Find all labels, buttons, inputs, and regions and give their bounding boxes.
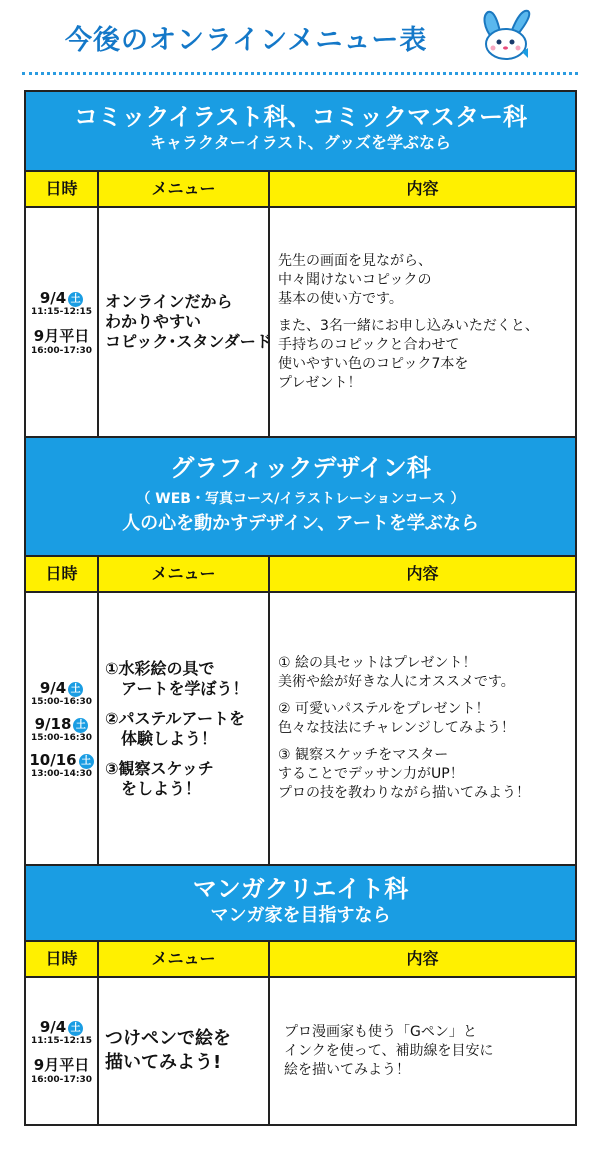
time-label: 11:15-12:15 xyxy=(30,1035,93,1046)
header-menu: メニュー xyxy=(97,942,268,978)
content-paragraph xyxy=(284,1023,567,1080)
section-subtitle: キャラクターイラスト、グッズを学ぶなら xyxy=(150,133,451,152)
menu-line: ②パステルアートを xyxy=(105,708,245,728)
content-paragraph xyxy=(278,700,567,738)
content-cell xyxy=(268,978,575,1124)
content-line: 基本の使い方です。 xyxy=(278,290,403,307)
header-content: 内容 xyxy=(268,172,575,208)
content-paragraph xyxy=(278,654,567,692)
menu-item xyxy=(105,759,262,799)
content-line: ① 絵の具セットはプレゼント！ xyxy=(278,655,477,671)
date-entry xyxy=(31,715,92,743)
menu-line: ③観察スケッチ xyxy=(105,758,214,778)
date-entry xyxy=(31,679,92,707)
saturday-badge: 土 xyxy=(73,718,88,733)
date-label: 9月平日 xyxy=(33,326,90,345)
menu-item xyxy=(105,659,262,699)
content-line: プレゼント！ xyxy=(278,374,362,391)
menu-item xyxy=(105,709,262,749)
section-comic-illustration xyxy=(24,90,577,438)
content-line: 美術や絵が好きな人にオススメです。 xyxy=(278,674,515,690)
menu-line: 体験しよう！ xyxy=(121,728,218,748)
menu-cell xyxy=(97,593,268,864)
saturday-badge: 土 xyxy=(68,292,83,307)
time-label: 13:00-14:30 xyxy=(30,768,92,779)
time-label: 16:00-17:30 xyxy=(30,345,93,356)
content-line: また、3名一緒にお申し込みいただくと、 xyxy=(278,317,539,334)
time-label: 15:00-16:30 xyxy=(30,696,93,707)
menu-table xyxy=(26,172,575,436)
menu-line: アートを学ぼう！ xyxy=(121,678,249,698)
content-line: 色々な技法にチャレンジしてみよう！ xyxy=(278,720,515,736)
menu-cell xyxy=(97,208,272,436)
section-header xyxy=(26,866,575,942)
content-line: インクを使って、補助線を目安に xyxy=(284,1042,494,1059)
section-manga-create xyxy=(24,864,577,1126)
header-content: 内容 xyxy=(268,557,575,593)
date-label: 9月平日 xyxy=(33,1055,90,1074)
section-subtitle: マンガ家を目指すなら xyxy=(210,905,391,926)
saturday-badge: 土 xyxy=(68,1021,83,1036)
menu-line: 描いてみよう! xyxy=(105,1052,222,1073)
date-label: 9/4 xyxy=(39,288,67,307)
menu-line: コピック･スタンダード xyxy=(105,332,272,351)
time-label: 16:00-17:30 xyxy=(30,1074,93,1085)
content-line: することでデッサン力がUP！ xyxy=(278,766,464,782)
date-cell xyxy=(26,593,97,864)
content-cell xyxy=(268,593,575,864)
menu-table xyxy=(26,557,575,864)
menu-cell xyxy=(97,978,268,1124)
content-cell xyxy=(268,208,575,436)
header-menu: メニュー xyxy=(97,172,268,208)
menu-line: をしよう！ xyxy=(121,778,202,798)
date-label: 9/4 xyxy=(39,678,67,697)
time-label: 11:15-12:15 xyxy=(30,306,93,317)
content-paragraph xyxy=(278,746,567,803)
page-title: 今後のオンラインメニュー表 xyxy=(65,25,428,56)
date-label: 9/18 xyxy=(34,714,72,733)
page-header xyxy=(0,0,600,70)
content-line: 先生の画面を見ながら、 xyxy=(278,252,432,269)
header-menu: メニュー xyxy=(97,557,268,593)
date-entry xyxy=(31,325,92,356)
header-content: 内容 xyxy=(268,942,575,978)
menu-line: わかりやすい xyxy=(105,312,202,331)
content-paragraph xyxy=(278,252,567,309)
date-entry xyxy=(31,1018,92,1046)
menu-line: オンラインだから xyxy=(105,292,233,311)
section-title: マンガクリエイト科 xyxy=(192,875,409,903)
header-date: 日時 xyxy=(26,172,97,208)
menu-line: つけペンで絵を xyxy=(105,1028,231,1049)
saturday-badge: 土 xyxy=(68,682,83,697)
dotted-divider xyxy=(22,72,578,75)
content-line: 手持ちのコピックと合わせて xyxy=(278,336,460,353)
date-cell xyxy=(26,978,97,1124)
section-subtitle: （ WEB・写真コース/イラストレーションコース ） xyxy=(136,491,465,507)
header-date: 日時 xyxy=(26,557,97,593)
content-line: ③ 観察スケッチをマスター xyxy=(278,747,449,763)
content-line: ② 可愛いパステルをプレゼント！ xyxy=(278,701,490,717)
section-title: コミックイラスト科、コミックマスター科 xyxy=(73,103,528,131)
header-date: 日時 xyxy=(26,942,97,978)
rabbit-mascot-icon xyxy=(478,8,534,64)
content-line: プロ漫画家も使う「Gペン」と xyxy=(284,1023,477,1040)
section-subtitle: 人の心を動かすデザイン、アートを学ぶなら xyxy=(122,513,479,534)
section-header xyxy=(26,438,575,557)
section-graphic-design xyxy=(24,436,577,866)
date-cell xyxy=(26,208,97,436)
menu-table xyxy=(26,942,575,1124)
content-line: 使いやすい色のコピック7本を xyxy=(278,355,469,372)
content-paragraph xyxy=(278,317,567,393)
date-entry xyxy=(31,289,92,317)
menu-line: ①水彩絵の具で xyxy=(105,658,215,678)
section-title: グラフィックデザイン科 xyxy=(170,454,431,482)
date-label: 10/16 xyxy=(29,750,77,769)
content-line: 中々聞けないコピックの xyxy=(278,271,432,288)
date-label: 9/4 xyxy=(39,1017,67,1036)
content-line: 絵を描いてみよう！ xyxy=(284,1061,410,1078)
time-label: 15:00-16:30 xyxy=(30,732,93,743)
date-entry xyxy=(31,1054,92,1085)
section-header xyxy=(26,92,575,172)
date-entry xyxy=(29,751,93,779)
saturday-badge: 土 xyxy=(79,754,94,769)
content-line: プロの技を教わりながら描いてみよう！ xyxy=(278,785,530,801)
